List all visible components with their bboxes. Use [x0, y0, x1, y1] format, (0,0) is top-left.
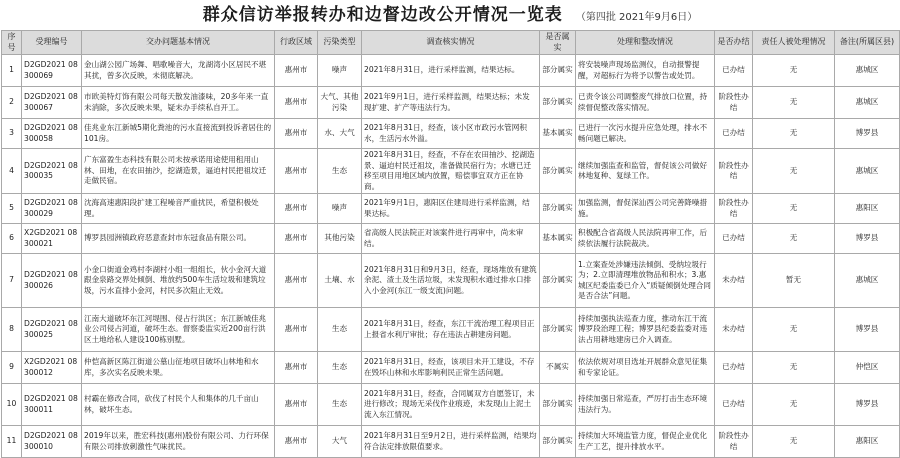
cell-issue: 广东富盈生态科技有限公司未按承诺用途使用租用山林、田地，在农田抽沙，挖湖造景，逼迫村民把祖坟迁走做民宿。	[82, 149, 275, 194]
cell-code: D2GD2021 08300026	[22, 254, 82, 308]
cell-person: 无	[753, 352, 835, 384]
table-row	[2, 119, 900, 149]
cell-investigation: 2021年9月1日，惠阳区住建局进行采样监测，结果达标。	[362, 194, 540, 224]
cell-type: 生态	[318, 149, 362, 194]
cell-issue: 小金口街道金鸡村李湖村小组一组组长，伙小金河大道跟金泉路交界处倾倒、堆放约500车生活垃圾和建筑垃圾，污水直排小金河，村民多次阻止无效。	[82, 254, 275, 308]
cell-code: X2GD2021 08300021	[22, 224, 82, 254]
cell-done: 阶段性办结	[715, 149, 753, 194]
cell-done: 已办结	[715, 352, 753, 384]
cell-person: 无	[753, 194, 835, 224]
cell-action: 持续加大环境监管力度，督促企业优化生产工艺，提升排放水平。	[576, 426, 715, 458]
cell-no: 10	[2, 384, 22, 426]
cell-code: D2GD2021 08300010	[22, 426, 82, 458]
cell-code: X2GD2021 08300012	[22, 352, 82, 384]
cell-region: 惠州市	[275, 384, 318, 426]
cell-type: 水、大气	[318, 119, 362, 149]
cell-district: 仲恺区	[835, 352, 900, 384]
cell-true: 不属实	[540, 352, 576, 384]
table-row	[2, 308, 900, 352]
cell-done: 已办结	[715, 55, 753, 87]
title-bar	[0, 0, 900, 30]
cell-person: 无	[753, 426, 835, 458]
cell-no: 1	[2, 55, 22, 87]
cell-district: 惠城区	[835, 254, 900, 308]
header-type: 污染类型	[318, 31, 362, 55]
cell-investigation: 2021年8月31日，经查，东江干流治理工程项目正上报省水利厅审批；存在违法占耕建房问题。	[362, 308, 540, 352]
cell-district: 惠城区	[835, 87, 900, 119]
cell-issue: 仲恺高新区陈江街道公墓山征地项目破坏山林地和水库，多次实名反映未果。	[82, 352, 275, 384]
cell-no: 2	[2, 87, 22, 119]
cell-no: 7	[2, 254, 22, 308]
table-row	[2, 87, 900, 119]
cell-district: 博罗县	[835, 384, 900, 426]
cell-investigation: 2021年8月31日至9月2日，进行采样监测，结果均符合法定排放限值要求。	[362, 426, 540, 458]
table-header-row	[2, 31, 900, 55]
cell-type: 生态	[318, 308, 362, 352]
cell-region: 惠州市	[275, 224, 318, 254]
header-issue: 交办问题基本情况	[82, 31, 275, 55]
cell-action: 依法依规对项目选址开展群众意见征集和专家论证。	[576, 352, 715, 384]
cell-action: 持续加强执法巡查力度，推动东江干流博罗段治理工程；博罗县纪委监委对违法占用耕地建房已介入调查。	[576, 308, 715, 352]
cell-action: 积极配合省高级人民法院再审工作，后续依法履行法院裁决。	[576, 224, 715, 254]
cell-person: 无	[753, 149, 835, 194]
cell-region: 惠州市	[275, 119, 318, 149]
cell-no: 4	[2, 149, 22, 194]
cell-true: 部分属实	[540, 149, 576, 194]
cell-district: 惠阳区	[835, 426, 900, 458]
cell-done: 未办结	[715, 254, 753, 308]
cell-action: 继续加强监查和监管，督促该公司做好林地复种、复绿工作。	[576, 149, 715, 194]
cell-investigation: 省高级人民法院正对该案件进行再审中，尚未审结。	[362, 224, 540, 254]
cell-region: 惠州市	[275, 55, 318, 87]
cell-done: 已办结	[715, 224, 753, 254]
cell-investigation: 2021年8月31日，经查，该小区市政污水管网积水，生活污水外溢。	[362, 119, 540, 149]
cell-action: 将安装噪声现场监测仪，自动报警提醒，对超标行为将予以警告或处罚。	[576, 55, 715, 87]
cell-issue: 金山湖公园广场舞、唱歌噪音大，龙湖湾小区居民不堪其扰，曾多次反映，未彻底解决。	[82, 55, 275, 87]
cell-type: 噪声	[318, 194, 362, 224]
header-person: 责任人被处理情况	[753, 31, 835, 55]
cell-action: 持续加强日常巡查，严厉打击生态环境违法行为。	[576, 384, 715, 426]
cell-issue: 市欧美特灯饰有限公司每天散发油漆味，20多年来一直未消除，多次反映未果，疑未办手续私自开工。	[82, 87, 275, 119]
cell-issue: 沈海高速惠阳段扩建工程噪音严重扰民，希望积极处理。	[82, 194, 275, 224]
cell-investigation: 2021年9月1日，进行采样监测，结果达标；未发现扩建、扩产等违法行为。	[362, 87, 540, 119]
cell-no: 6	[2, 224, 22, 254]
cell-issue: 博罗县园洲镇政府恶意查封市东冠食品有限公司。	[82, 224, 275, 254]
table-row	[2, 384, 900, 426]
cell-person: 无	[753, 224, 835, 254]
cell-person: 无	[753, 308, 835, 352]
header-investigation: 调查核实情况	[362, 31, 540, 55]
cell-type: 土壤、水	[318, 254, 362, 308]
cell-investigation: 2021年8月31日，经查，该项目未开工建设，不存在毁坏山林和水库影响利民正常生活问题。	[362, 352, 540, 384]
cell-type: 大气、其他污染	[318, 87, 362, 119]
cell-region: 惠州市	[275, 149, 318, 194]
cell-region: 惠州市	[275, 352, 318, 384]
cell-region: 惠州市	[275, 254, 318, 308]
cell-done: 已办结	[715, 119, 753, 149]
cell-issue: 村霸在修改合同，砍伐了村民个人和集体的几千亩山林，破坏生态。	[82, 384, 275, 426]
cell-issue: 佳兆业东江新城5期化粪池的污水直接流到投诉者居住的101房。	[82, 119, 275, 149]
cell-action: 已责令该公司调整废气排放口位置，持续督促整改落实情况。	[576, 87, 715, 119]
cell-true: 部分属实	[540, 308, 576, 352]
cell-true: 部分属实	[540, 55, 576, 87]
cell-person: 无	[753, 384, 835, 426]
report-table	[1, 30, 900, 458]
header-true: 是否属实	[540, 31, 576, 55]
table-row	[2, 149, 900, 194]
cell-code: D2GD2021 08300067	[22, 87, 82, 119]
cell-no: 8	[2, 308, 22, 352]
cell-done: 阶段性办结	[715, 426, 753, 458]
cell-district: 惠城区	[835, 149, 900, 194]
cell-true: 部分属实	[540, 384, 576, 426]
header-done: 是否办结	[715, 31, 753, 55]
header-action: 处理和整改情况	[576, 31, 715, 55]
cell-region: 惠州市	[275, 194, 318, 224]
cell-done: 阶段性办结	[715, 194, 753, 224]
cell-no: 3	[2, 119, 22, 149]
cell-issue: 江南大道破坏东江河堤围、侵占行洪区；东江新城佳兆业公司侵占河道，破坏生态。督察委监实近200亩行洪区土地给私人建设100栋别墅。	[82, 308, 275, 352]
cell-code: D2GD2021 08300011	[22, 384, 82, 426]
table-row	[2, 194, 900, 224]
header-no: 序号	[2, 31, 22, 55]
cell-code: D2GD2021 08300035	[22, 149, 82, 194]
cell-true: 部分属实	[540, 426, 576, 458]
cell-done: 已办结	[715, 384, 753, 426]
page-subtitle: （第四批 2021年9月6日）	[575, 12, 698, 23]
cell-type: 噪声	[318, 55, 362, 87]
cell-type: 生态	[318, 352, 362, 384]
cell-district: 博罗县	[835, 224, 900, 254]
header-district: 备注(所属区县)	[835, 31, 900, 55]
cell-region: 惠州市	[275, 308, 318, 352]
table-row	[2, 426, 900, 458]
cell-action: 1.立案查处涉嫌违法倾倒、受纳垃圾行为；2.立即清理堆放物品和积水；3.惠城区纪委监委已介入“质疑倾倒处理合同是否合法”问题。	[576, 254, 715, 308]
page-title: 群众信访举报转办和边督边改公开情况一览表	[202, 5, 563, 25]
header-code: 受理编号	[22, 31, 82, 55]
cell-code: D2GD2021 08300029	[22, 194, 82, 224]
cell-code: D2GD2021 08300058	[22, 119, 82, 149]
table-row	[2, 224, 900, 254]
cell-investigation: 2021年8月31日，经查，不存在农田抽沙、挖湖造景、逼迫村民迁祖坟，准备做民宿行为；水塘已迁移至项目用地区域内放置，赔偿事宜双方正在协商。	[362, 149, 540, 194]
table-row	[2, 55, 900, 87]
table-row	[2, 254, 900, 308]
cell-done: 阶段性办结	[715, 87, 753, 119]
cell-region: 惠州市	[275, 87, 318, 119]
cell-person: 无	[753, 119, 835, 149]
cell-district: 惠城区	[835, 55, 900, 87]
cell-true: 部分属实	[540, 194, 576, 224]
cell-type: 生态	[318, 384, 362, 426]
cell-region: 惠州市	[275, 426, 318, 458]
table-row	[2, 352, 900, 384]
cell-type: 大气	[318, 426, 362, 458]
cell-true: 部分属实	[540, 254, 576, 308]
cell-action: 加强监测，督促深汕西公司完善降噪措施。	[576, 194, 715, 224]
cell-true: 部分属实	[540, 87, 576, 119]
cell-district: 博罗县	[835, 119, 900, 149]
cell-person: 无	[753, 87, 835, 119]
cell-investigation: 2021年8月31日，经查，合同属双方自愿签订，未进行修改；现场无采伐作业痕迹，未发现山上泥土流入东江情况。	[362, 384, 540, 426]
cell-person: 暂无	[753, 254, 835, 308]
cell-district: 惠阳区	[835, 194, 900, 224]
cell-no: 9	[2, 352, 22, 384]
cell-true: 基本属实	[540, 119, 576, 149]
cell-no: 11	[2, 426, 22, 458]
cell-type: 其他污染	[318, 224, 362, 254]
cell-action: 已进行一次污水提升应急处理，排水不畅问题已解决。	[576, 119, 715, 149]
cell-code: D2GD2021 08300025	[22, 308, 82, 352]
cell-true: 基本属实	[540, 224, 576, 254]
cell-no: 5	[2, 194, 22, 224]
header-region: 行政区域	[275, 31, 318, 55]
cell-person: 无	[753, 55, 835, 87]
cell-investigation: 2021年8月31日和9月3日，经查，现场堆放有建筑余泥、渣土及生活垃圾，未发现积水通过排水口排入小金河(东江一级支流)问题。	[362, 254, 540, 308]
cell-done: 未办结	[715, 308, 753, 352]
cell-investigation: 2021年8月31日，进行采样监测，结果达标。	[362, 55, 540, 87]
cell-code: D2GD2021 08300069	[22, 55, 82, 87]
cell-district: 博罗县	[835, 308, 900, 352]
cell-issue: 2019年以来，胜宏科技(惠州)股份有限公司、力行环保有限公司排放刺激性气味扰民。	[82, 426, 275, 458]
